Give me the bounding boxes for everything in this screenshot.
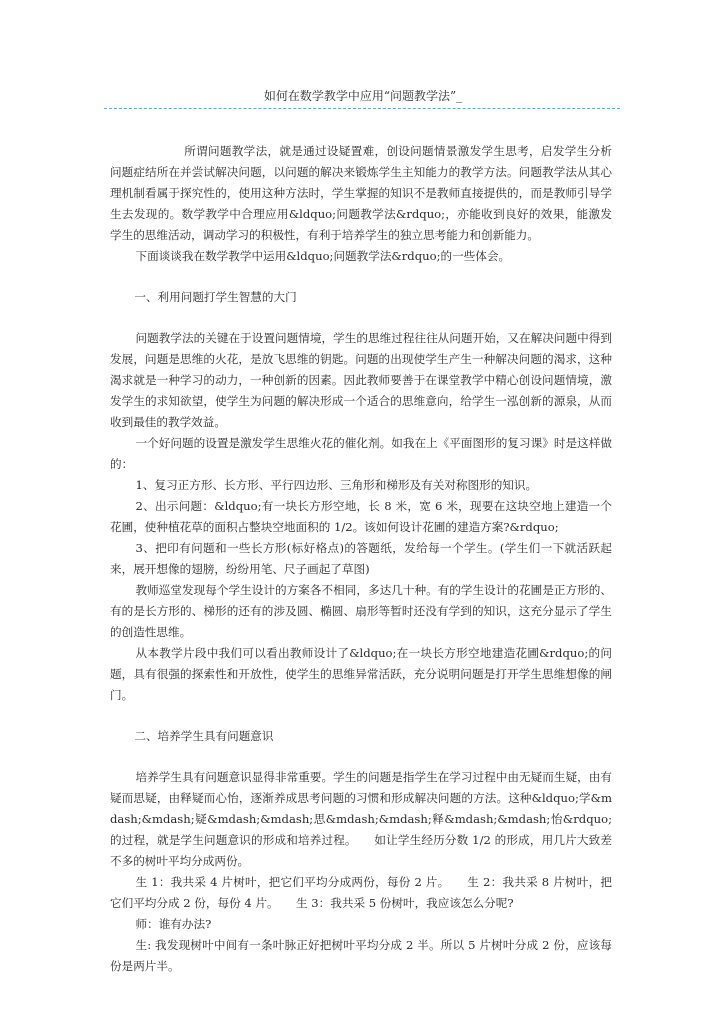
section-2-paragraph-4: 生: 我发现树叶中间有一条叶脉正好把树叶平均分成 2 半。所以 5 片树叶分成 2 份，应该每份是两片半。	[110, 938, 612, 973]
section-1-item-1: 1、复习正方形、长方形、平行四边形、三角形和梯形及有关对称图形的知识。	[135, 478, 538, 492]
section-1-paragraph-3: 教师巡堂发现每个学生设计的方案各不相同，多达几十种。有的学生设计的花圃是正方形的、有的是长方形的、梯形的还有的涉及圆、椭圆、扇形等暂时还没有学到的知识，这充分显示了学生的创造性思维。	[110, 583, 612, 639]
section-1-item-2: 2、出示问题：&ldquo;有一块长方形空地，长 8 米，宽 6 米，现要在这块空地上建造一个花圃，使种植花草的面积占整块空地面积的 1/2。该如何设计花圃的建造方案?&rdquo;	[110, 499, 612, 534]
document-title: 如何在数学教学中应用“问题教学法”_	[263, 89, 463, 103]
section-1-paragraph-1: 问题教学法的关键在于设置问题情境，学生的思维过程往往从问题开始，又在解决问题中得到发展，问题是思维的火花，是放飞思维的钥匙。问题的出现使学生产生一种解决问题的渴求，这种渴求就是一种学习的动力，一种创新的因素。因此教师要善于在课堂教学中精心创设问题情境，激发学生的求知欲望，使学生为问题的解决形成一个适合的思维意向，给学生一泓创新的源泉，从而收到最佳的教学效益。	[110, 331, 612, 429]
intro-paragraph-1: 所谓问题教学法，就是通过设疑置难，创设问题情景激发学生思考，启发学生分析问题症结所在并尝试解决问题，以问题的解决来锻炼学生主知能力的教学方法。问题教学法从其心理机制看属于探究性的，使用这种方法时，学生掌握的知识不是教师直接提供的，而是教师引导学生去发现的。数学教学中合理应用&ldquo;问题教学法&rdquo;，亦能收到良好的效果，能激发学生的思维活动，调动学习的积极性，有利于培养学生的独立思考能力和创新能力。	[110, 144, 612, 242]
title-dashed-rule	[104, 108, 620, 109]
section-2-paragraph-1: 培养学生具有问题意识显得非常重要。学生的问题是指学生在学习过程中由无疑而生疑，由有疑而思疑，由释疑而心怡，逐渐养成思考问题的习惯和形成解决问题的方法。这种&ldquo;学&mdash;&mdash;疑&mdash;&mdash;思&mdash;&mdash;释&mdash;&mdash;怡&rdquo;的过程，就是学生问题意识的形成和培养过程。 如让学生经历分数 1/2 的形成，用几片大致差不多的树叶平均分成两份。	[110, 770, 612, 868]
section-1-paragraph-2: 一个好问题的设置是激发学生思维火花的催化剂。如我在上《平面图形的复习课》时是这样做的：	[110, 436, 612, 471]
intro-paragraph-2: 下面谈谈我在数学教学中运用&ldquo;问题教学法&rdquo;的一些体会。	[135, 249, 511, 263]
section-2-paragraph-3: 师：谁有办法?	[135, 917, 212, 931]
section-2-heading: 二、培养学生具有问题意识	[134, 729, 274, 743]
section-1-heading: 一、利用问题打学生智慧的大门	[134, 290, 297, 304]
section-1-paragraph-4: 从本教学片段中我们可以看出教师设计了&ldquo;在一块长方形空地建造花圃&rdquo;的问题，具有很强的探索性和开放性，使学生的思维异常活跃，充分说明问题是打开学生思维想像的闸门。	[110, 646, 612, 702]
section-1-item-3: 3、把印有问题和一些长方形(标好格点)的答题纸，发给每一个学生。(学生们一下就活跃起来，展开想像的翅膀，纷纷用笔、尺子画起了草图)	[110, 541, 612, 576]
section-2-paragraph-2: 生 1：我共采 4 片树叶，把它们平均分成两份，每份 2 片。 生 2：我共采 8 片树叶，把它们平均分成 2 份，每份 4 片。 生 3：我共采 5 份树叶，我应该怎么分呢?	[110, 875, 612, 910]
